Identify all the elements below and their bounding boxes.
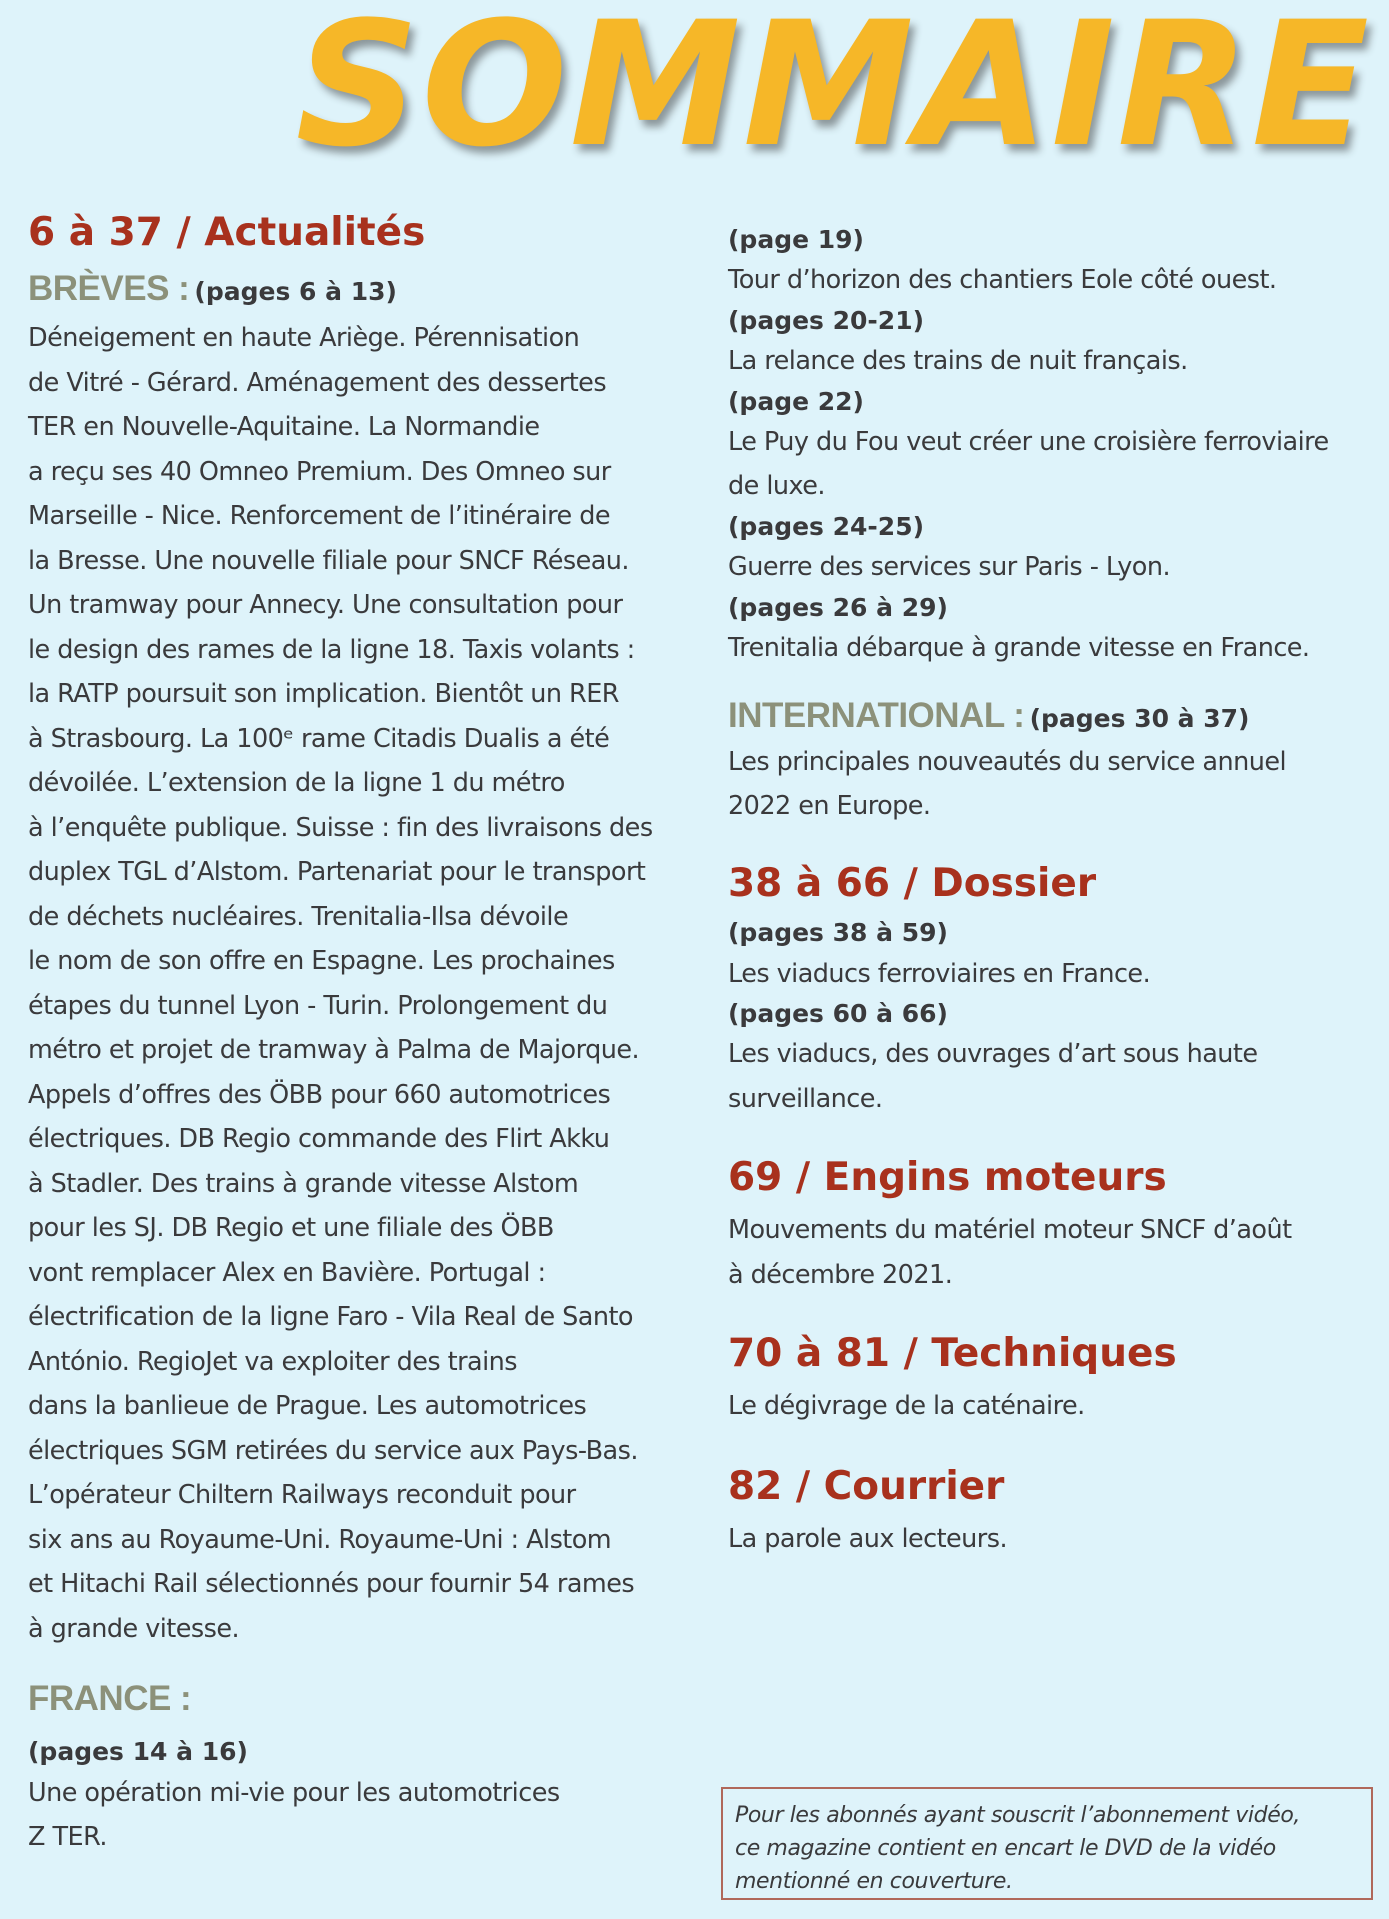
text-line: vont remplacer Alex en Bavière. Portugal :: [28, 1257, 546, 1288]
france-label: FRANCE :: [28, 1679, 192, 1719]
text-line: à Stadler. Des trains à grande vitesse Alstom: [28, 1168, 579, 1199]
text-line: et Hitachi Rail sélectionnés pour fournir 54 rames: [28, 1569, 635, 1600]
text-line: électriques. DB Regio commande des Flirt Akku: [28, 1124, 610, 1155]
text-line: dans la banlieue de Prague. Les automotrices: [28, 1391, 587, 1422]
text-line: six ans au Royaume-Uni. Royaume-Uni : Alstom: [28, 1524, 612, 1555]
international-text: [728, 740, 1378, 829]
text-line: électriques SGM retirées du service aux Pays-Bas.: [28, 1435, 638, 1466]
breves-pages: (pages 6 à 13): [194, 276, 397, 306]
dossier-item-pages: (pages 38 à 59): [728, 918, 948, 948]
text-line: 2022 en Europe.: [728, 791, 931, 821]
techniques-heading: 70 à 81 / Techniques: [728, 1331, 1177, 1377]
text-line: Appels d’offres des ÖBB pour 660 automotrices: [28, 1079, 611, 1110]
subscriber-notice-box: [721, 1787, 1373, 1900]
text-line: dévoilée. L’extension de la ligne 1 du métro: [28, 768, 565, 799]
left-column: [28, 210, 688, 1860]
text-line: à Strasbourg. La 100ᵉ rame Citadis Dualis a été: [28, 723, 610, 754]
text-line: Guerre des services sur Paris - Lyon.: [728, 552, 1170, 582]
text-line: Les principales nouveautés du service annuel: [728, 746, 1286, 777]
text-line: Mouvements du matériel moteur SNCF d’août: [728, 1215, 1292, 1246]
text-line: Les viaducs ferroviaires en France.: [728, 958, 1151, 989]
actualites-heading: 6 à 37 / Actualités: [28, 210, 426, 255]
text-line: métro et projet de tramway à Palma de Majorque.: [28, 1035, 640, 1066]
text-line: Déneigement en haute Ariège. Pérennisation: [28, 323, 580, 354]
text-line: Un tramway pour Annecy. Une consultation pour: [28, 590, 623, 621]
text-line: pour les SJ. DB Regio et une filiale des ÖBB: [28, 1213, 554, 1244]
engins-heading: 69 / Engins moteurs: [728, 1155, 1167, 1201]
courrier-heading: 82 / Courrier: [728, 1464, 1005, 1510]
text-line: la RATP poursuit son implication. Bientôt un RER: [28, 679, 619, 710]
text-line: étapes du tunnel Lyon - Turin. Prolongement du: [28, 990, 608, 1021]
text-line: a reçu ses 40 Omneo Premium. Des Omneo sur: [28, 456, 611, 487]
text-line: Une opération mi-vie pour les automotrices: [28, 1777, 560, 1808]
text-line: Z TER.: [28, 1822, 107, 1853]
text-line: António. RegioJet va exploiter des trains: [28, 1346, 518, 1377]
france-item-pages: (page 22): [728, 386, 864, 416]
france-item-pages: (pages 24-25): [728, 511, 925, 541]
text-line: de déchets nucléaires. Trenitalia-Ilsa dévoile: [28, 901, 569, 932]
text-line: le nom de son offre en Espagne. Les prochaines: [28, 946, 615, 977]
notice-line: ce magazine contient en encart le DVD de la vidéo: [735, 1836, 1276, 1861]
notice-line: Pour les abonnés ayant souscrit l’abonnement vidéo,: [735, 1803, 1300, 1828]
text-line: la Bresse. Une nouvelle filiale pour SNCF Réseau.: [28, 545, 629, 576]
text-line: surveillance.: [728, 1083, 883, 1114]
france-item-pages: (pages 20-21): [728, 305, 925, 335]
text-line: à décembre 2021.: [728, 1259, 953, 1290]
text-line: Trenitalia débarque à grande vitesse en France.: [728, 632, 1310, 663]
text-line: Marseille - Nice. Renforcement de l’itinéraire de: [28, 501, 610, 532]
france-item-text: [728, 420, 1378, 509]
masthead-title: SOMMAIRE: [295, 0, 1371, 185]
text-line: La relance des trains de nuit français.: [728, 346, 1188, 376]
text-line: le design des rames de la ligne 18. Taxis volants :: [28, 634, 635, 665]
text-line: Le dégivrage de la caténaire.: [728, 1390, 1085, 1421]
text-line: de luxe.: [728, 471, 825, 502]
right-column: [728, 222, 1378, 1562]
dossier-item-pages: (pages 60 à 66): [728, 999, 948, 1029]
dossier-item-text: [728, 1032, 1378, 1121]
notice-line: mentionné en couverture.: [735, 1869, 1013, 1894]
text-line: à grande vitesse.: [28, 1613, 240, 1644]
france-item-pages: (pages 26 à 29): [728, 592, 948, 622]
breves-subhead: [28, 265, 688, 312]
text-line: Les viaducs, des ouvrages d’art sous haute: [728, 1039, 1258, 1070]
international-label: INTERNATIONAL :: [728, 696, 1025, 736]
text-line: Tour d’horizon des chantiers Eole côté ouest.: [728, 265, 1277, 296]
breves-label: BRÈVES :: [28, 268, 190, 308]
text-line: La parole aux lecteurs.: [728, 1524, 1008, 1555]
engins-text: [728, 1208, 1378, 1297]
international-pages: (pages 30 à 37): [1029, 704, 1250, 734]
text-line: L’opérateur Chiltern Railways reconduit pour: [28, 1480, 576, 1511]
france-item-pages: (page 19): [728, 225, 864, 254]
france-item-pages: (pages 14 à 16): [28, 1737, 248, 1767]
international-subhead: [728, 692, 1378, 739]
dossier-heading: 38 à 66 / Dossier: [728, 860, 1097, 906]
text-line: TER en Nouvelle-Aquitaine. La Normandie: [28, 412, 540, 443]
text-line: de Vitré - Gérard. Aménagement des dessertes: [28, 367, 607, 398]
text-line: à l’enquête publique. Suisse : fin des livraisons des: [28, 812, 653, 843]
text-line: électrification de la ligne Faro - Vila Real de Santo: [28, 1302, 633, 1333]
text-line: duplex TGL d’Alstom. Partenariat pour le transport: [28, 857, 646, 888]
breves-text: [28, 316, 688, 1651]
text-line: Le Puy du Fou veut créer une croisière ferroviaire: [728, 426, 1329, 457]
france-item-text: [28, 1771, 688, 1860]
